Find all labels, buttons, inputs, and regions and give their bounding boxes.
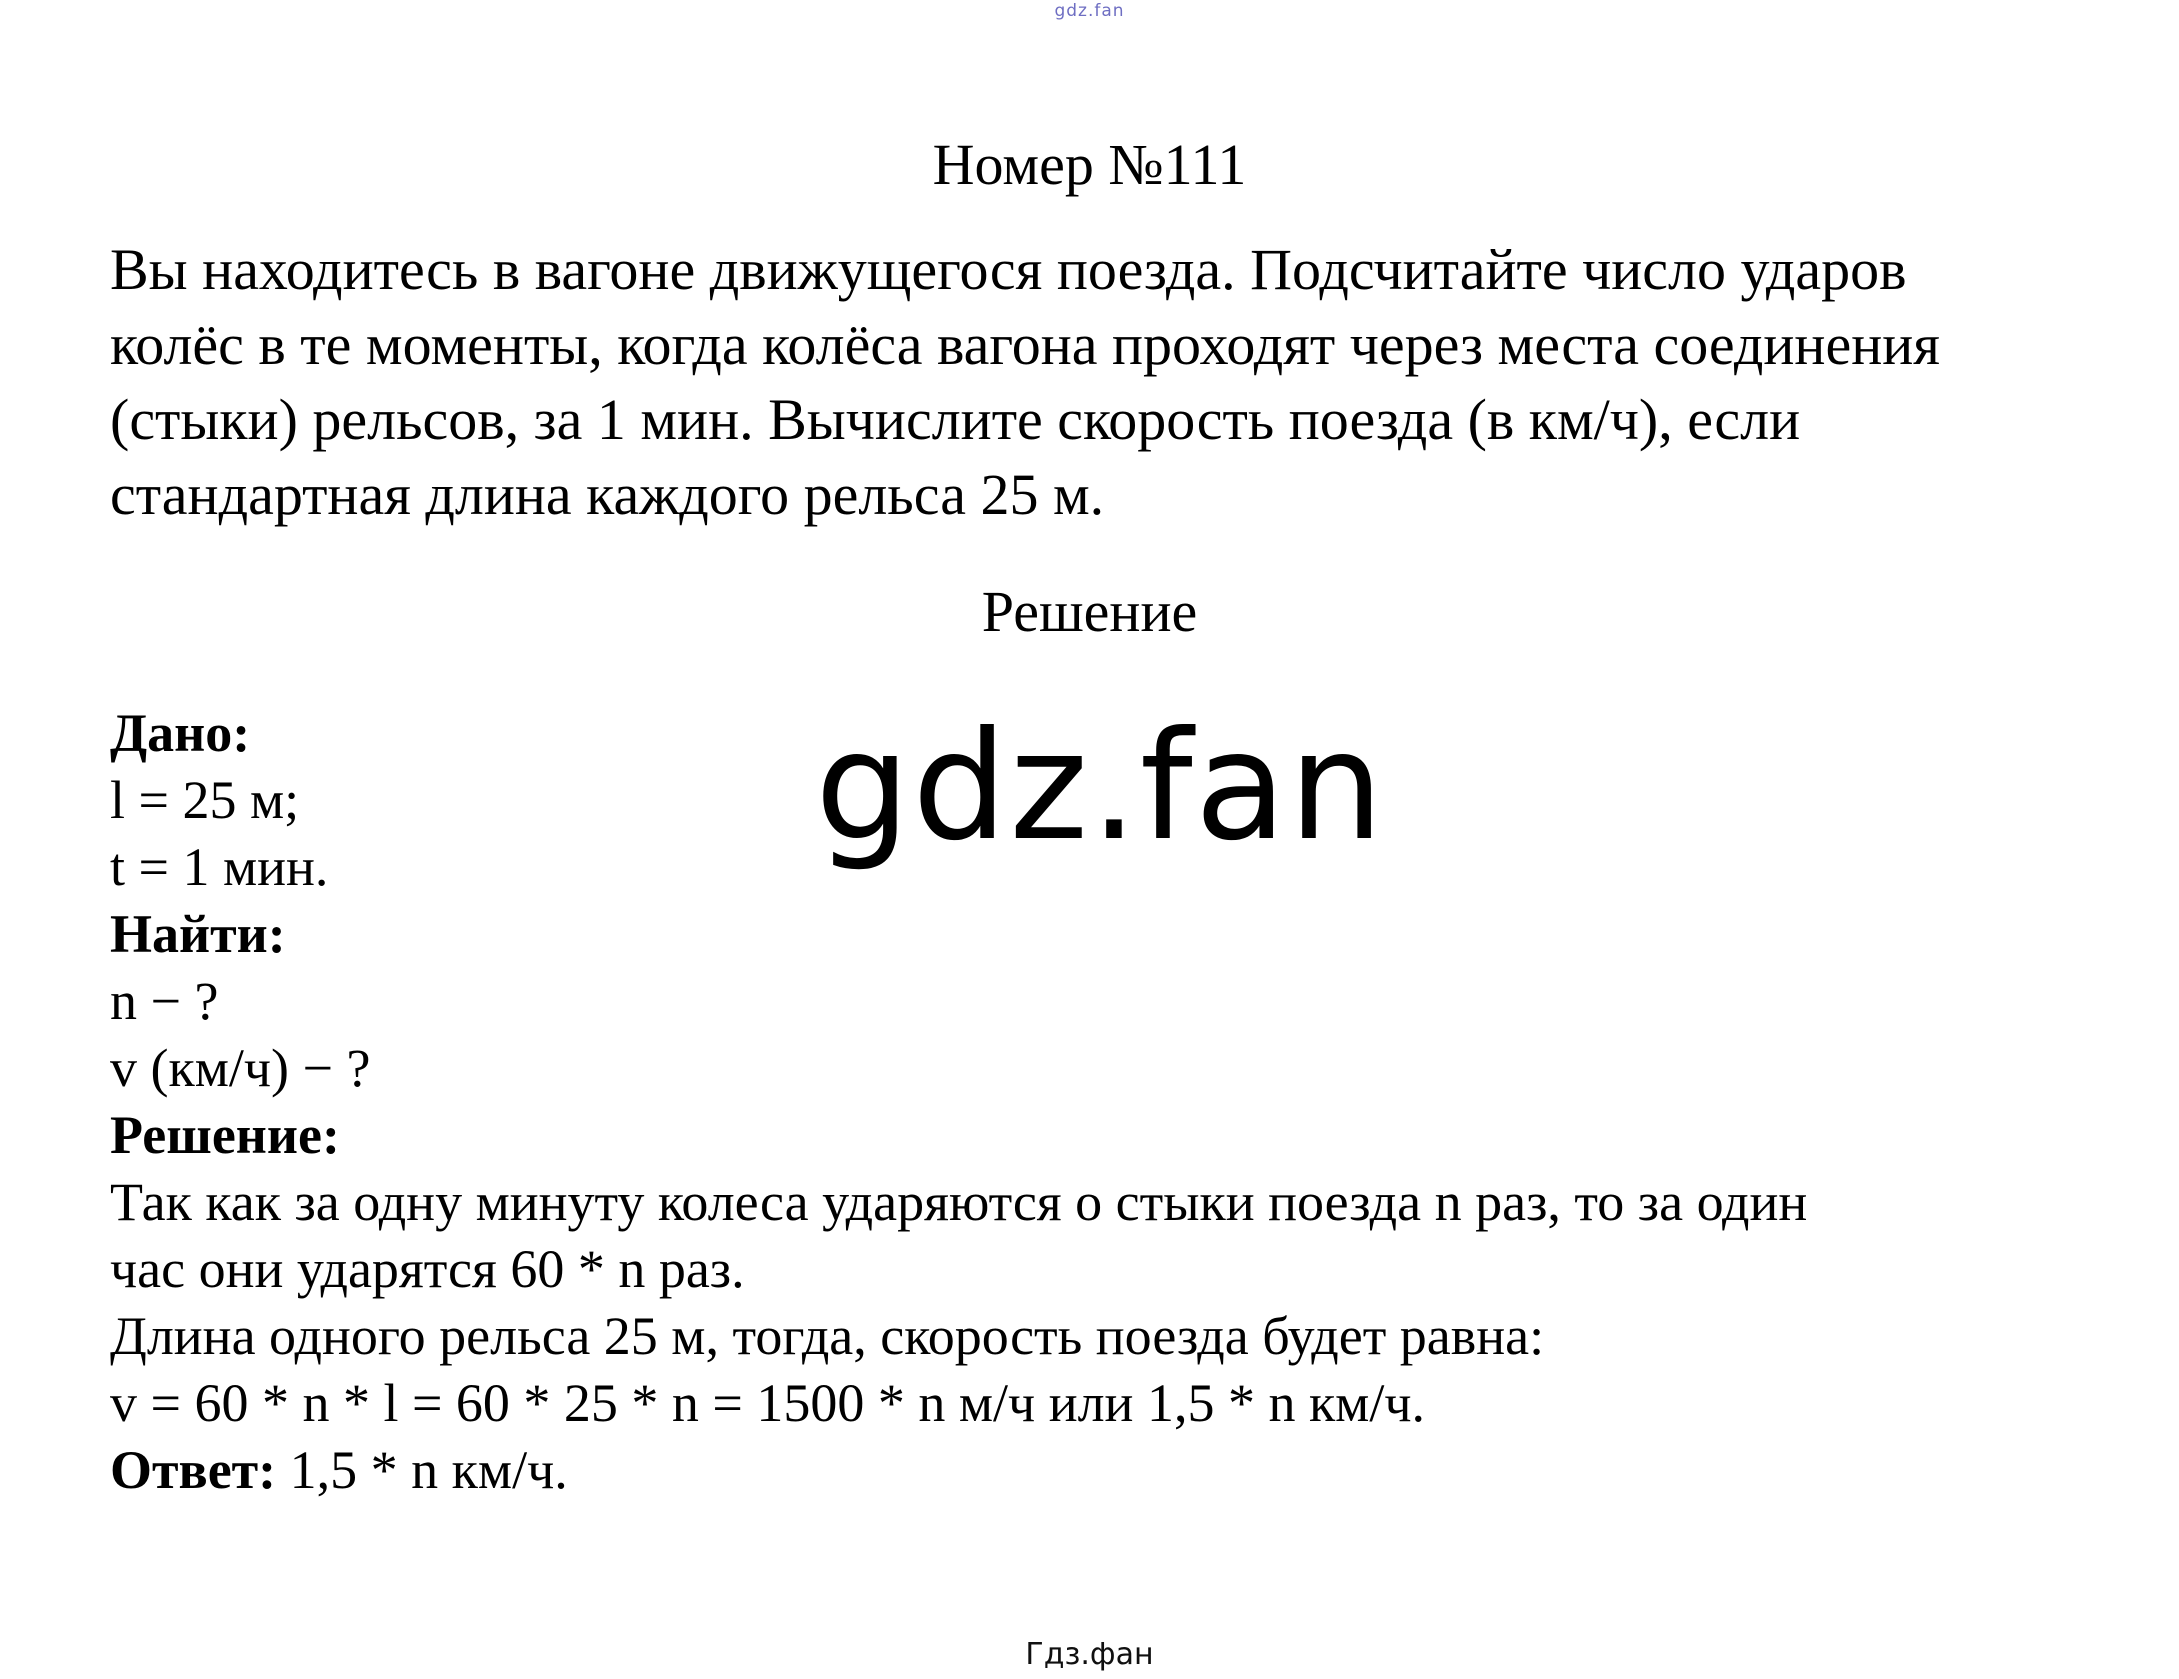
find-value: v (км/ч) − ? bbox=[110, 1038, 371, 1098]
solution-step: час они ударятся 60 * n раз. bbox=[110, 1239, 745, 1299]
problem-line: колёс в те моменты, когда колёса вагона проходят через места соединения bbox=[110, 312, 1940, 377]
answer-label: Ответ: bbox=[110, 1440, 277, 1500]
given-value: l = 25 м; bbox=[110, 770, 300, 830]
given-value: t = 1 мин. bbox=[110, 837, 329, 897]
solution-step: Так как за одну минуту колеса ударяются о стыки поезда n раз, то за один bbox=[110, 1172, 1808, 1232]
find-value: n − ? bbox=[110, 971, 219, 1031]
solution-label: Решение: bbox=[110, 1105, 340, 1165]
problem-statement bbox=[110, 232, 2095, 532]
watermark-top: gdz.fan bbox=[1054, 1, 1125, 21]
solution-step: Длина одного рельса 25 м, тогда, скорость поезда будет равна: bbox=[110, 1306, 1545, 1366]
problem-line: Вы находитесь в вагоне движущегося поезда. Подсчитайте число ударов bbox=[110, 237, 1907, 302]
problem-line: (стыки) рельсов, за 1 мин. Вычислите скорость поезда (в км/ч), если bbox=[110, 387, 1801, 452]
problem-line: стандартная длина каждого рельса 25 м. bbox=[110, 462, 1105, 527]
page-title: Номер №111 bbox=[932, 132, 1247, 197]
answer-value: 1,5 * n км/ч. bbox=[276, 1440, 568, 1500]
watermark-bottom: Гдз.фан bbox=[1025, 1637, 1154, 1672]
solution-step: v = 60 * n * l = 60 * 25 * n = 1500 * n м/ч или 1,5 * n км/ч. bbox=[110, 1373, 1426, 1433]
find-label: Найти: bbox=[110, 904, 286, 964]
solution-heading: Решение bbox=[981, 579, 1198, 644]
solution-block bbox=[110, 700, 2095, 1504]
answer-line bbox=[110, 1437, 2095, 1504]
watermark-center: gdz.fan bbox=[815, 700, 1386, 874]
given-label: Дано: bbox=[110, 703, 251, 763]
